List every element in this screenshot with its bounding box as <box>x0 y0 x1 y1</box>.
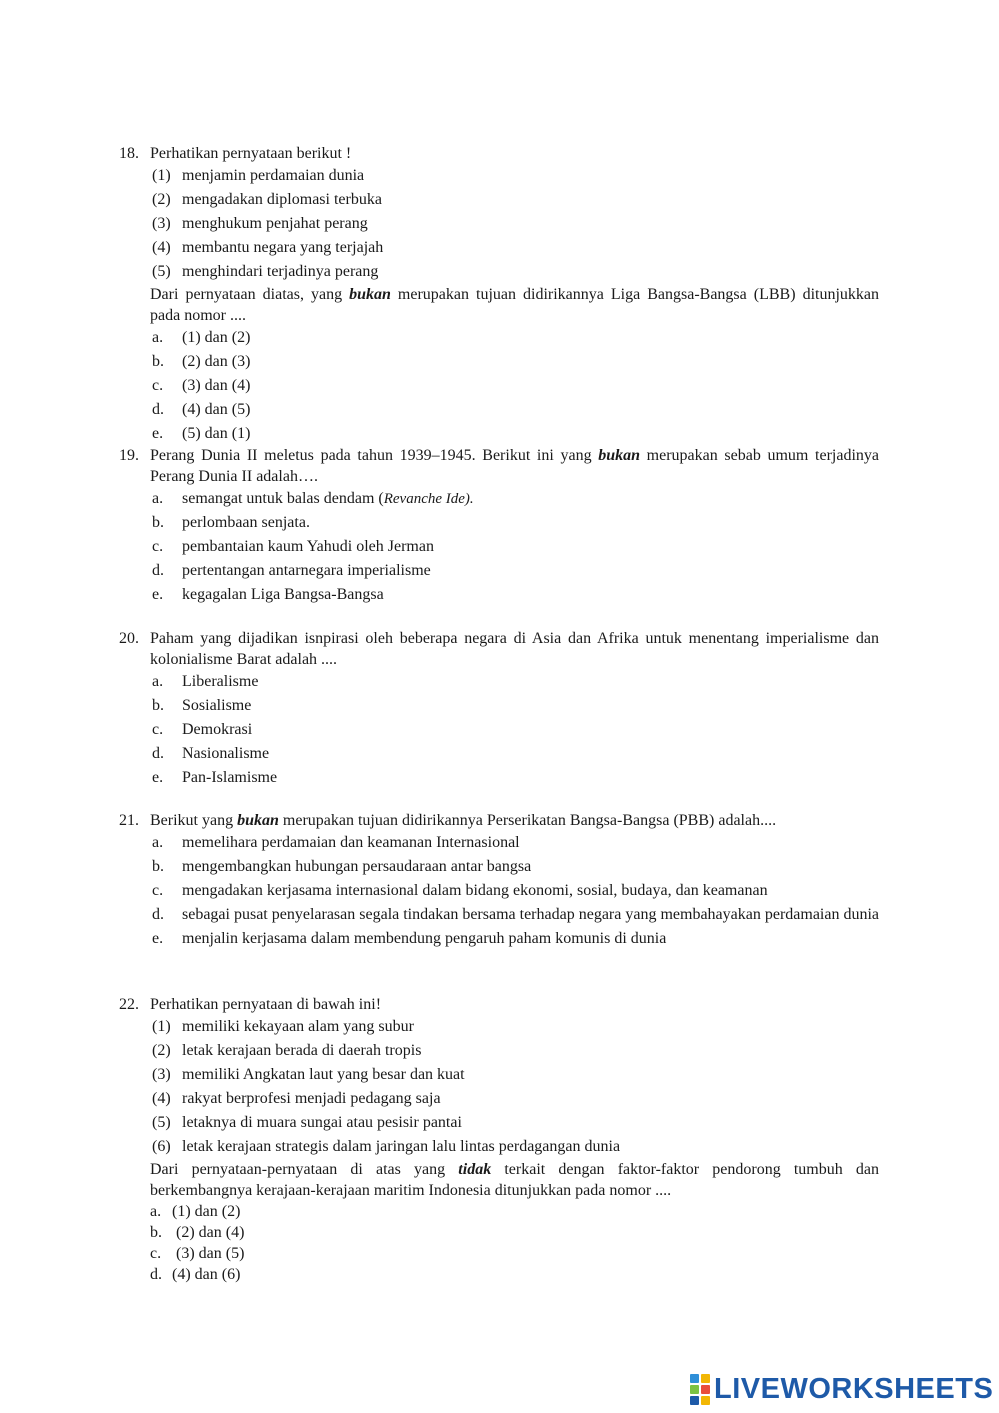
stem-keyword: tidak <box>458 1161 492 1178</box>
option-text: memelihara perdamaian dan keamanan Internasional <box>182 834 520 851</box>
question-intro: merupakan sebab umum terjadinya Perang Dunia II adalah…. <box>150 447 879 485</box>
intro-keyword: bukan <box>237 812 279 829</box>
question-intro: Berikut yang <box>150 812 238 829</box>
intro-keyword: bukan <box>598 447 641 464</box>
answer-option-b[interactable] <box>119 1222 879 1243</box>
statement-text: rakyat berprofesi menjadi pedagang saja <box>182 1090 441 1107</box>
option-label: a. <box>152 673 164 690</box>
logo-square <box>701 1396 710 1405</box>
option-label: d. <box>152 906 164 923</box>
option-label: a. <box>150 1203 162 1220</box>
statement-text: membantu negara yang terjajah <box>182 239 384 256</box>
statement-text: memiliki kekayaan alam yang subur <box>182 1018 414 1035</box>
statement-label: (5) <box>152 1114 171 1131</box>
option-label: e. <box>152 930 164 947</box>
question-intro: Paham yang dijadikan isnpirasi oleh beberapa negara di Asia dan Afrika untuk menentang imperialisme dan kolonialisme Barat adalah .... <box>150 630 879 668</box>
option-text: Demokrasi <box>182 721 253 738</box>
option-text: (3) dan (4) <box>182 377 251 394</box>
option-text: sebagai pusat penyelarasan segala tindakan bersama terhadap negara yang membahayakan perdamaian dunia <box>182 906 880 923</box>
logo-square <box>690 1374 699 1383</box>
statement-text: letak kerajaan berada di daerah tropis <box>182 1042 422 1059</box>
question-number: 19. <box>119 447 139 464</box>
statement-text: letak kerajaan strategis dalam jaringan lalu lintas perdagangan dunia <box>182 1138 621 1155</box>
statement-item <box>119 1135 879 1159</box>
question-22 <box>119 994 879 1285</box>
option-text: Liberalisme <box>182 673 259 690</box>
option-text: (2) dan (3) <box>182 353 251 370</box>
question-header <box>119 445 879 487</box>
option-text: (3) dan (5) <box>172 1245 245 1262</box>
question-header <box>119 628 879 670</box>
option-label: c. <box>152 882 164 899</box>
option-text: kegagalan Liga Bangsa-Bangsa <box>182 586 384 603</box>
option-text: Pan-Islamisme <box>182 769 278 786</box>
statement-label: (3) <box>152 215 171 232</box>
liveworksheets-logo <box>690 1371 993 1407</box>
answer-option-a[interactable] <box>119 487 879 511</box>
option-text: (4) dan (5) <box>182 401 251 418</box>
answer-option-a[interactable] <box>119 1201 879 1222</box>
answer-option-c[interactable] <box>119 879 879 903</box>
question-intro: Perang Dunia II meletus pada tahun 1939–1945. Berikut ini yang <box>150 447 599 464</box>
logo-square <box>701 1374 710 1383</box>
statement-label: (4) <box>152 239 171 256</box>
statement-label: (4) <box>152 1090 171 1107</box>
logo-squares-icon <box>690 1374 710 1405</box>
statement-item <box>119 1015 879 1039</box>
option-text: (1) dan (2) <box>182 329 251 346</box>
option-label: c. <box>152 721 164 738</box>
answer-option-b[interactable] <box>119 694 879 718</box>
answer-option-c[interactable] <box>119 1243 879 1264</box>
option-label: a. <box>152 329 164 346</box>
option-text: semangat untuk balas dendam ( <box>182 490 384 507</box>
option-label: b. <box>152 858 164 875</box>
answer-option-d[interactable] <box>119 398 879 422</box>
answer-option-e[interactable] <box>119 583 879 607</box>
statement-label: (3) <box>152 1066 171 1083</box>
question-header <box>119 810 879 831</box>
statement-text: mengadakan diplomasi terbuka <box>182 191 382 208</box>
question-18 <box>119 143 879 446</box>
statement-item <box>119 212 879 236</box>
option-text: perlombaan senjata. <box>182 514 310 531</box>
option-label: c. <box>150 1245 162 1262</box>
option-label: b. <box>150 1224 162 1241</box>
answer-option-b[interactable] <box>119 350 879 374</box>
option-text: (4) dan (6) <box>172 1266 241 1283</box>
question-header <box>119 143 879 164</box>
answer-option-c[interactable] <box>119 374 879 398</box>
question-intro: Perhatikan pernyataan berikut ! <box>150 145 352 162</box>
option-text: pembantaian kaum Yahudi oleh Jerman <box>182 538 434 555</box>
statement-text: menghindari terjadinya perang <box>182 263 379 280</box>
question-number: 22. <box>119 996 139 1013</box>
option-text: Nasionalisme <box>182 745 270 762</box>
option-label: c. <box>152 377 164 394</box>
statement-item <box>119 188 879 212</box>
question-21 <box>119 810 879 951</box>
option-text: menjalin kerjasama dalam membendung pengaruh paham komunis di dunia <box>182 930 667 947</box>
option-text: mengembangkan hubungan persaudaraan antar bangsa <box>182 858 532 875</box>
option-text: (2) dan (4) <box>172 1224 245 1241</box>
stem-keyword: bukan <box>349 286 391 303</box>
answer-option-a[interactable] <box>119 670 879 694</box>
statement-label: (5) <box>152 263 171 280</box>
answer-option-d[interactable] <box>119 742 879 766</box>
statement-item <box>119 1111 879 1135</box>
statement-text: letaknya di muara sungai atau pesisir pantai <box>182 1114 462 1131</box>
stem-text: Dari pernyataan diatas, yang <box>150 286 350 303</box>
option-label: e. <box>152 769 164 786</box>
statement-item <box>119 236 879 260</box>
option-label: d. <box>152 745 164 762</box>
question-intro: merupakan tujuan didirikannya Perserikatan Bangsa-Bangsa (PBB) adalah.... <box>278 812 777 829</box>
question-stem <box>119 284 879 326</box>
question-number: 18. <box>119 145 139 162</box>
answer-option-b[interactable] <box>119 511 879 535</box>
answer-option-e[interactable] <box>119 766 879 790</box>
answer-option-a[interactable] <box>119 831 879 855</box>
stem-text: Dari pernyataan-pernyataan di atas yang <box>150 1161 459 1178</box>
statement-text: menjamin perdamaian dunia <box>182 167 365 184</box>
answer-option-e[interactable] <box>119 927 879 951</box>
question-20 <box>119 628 879 790</box>
answer-option-c[interactable] <box>119 718 879 742</box>
question-number: 21. <box>119 812 139 829</box>
logo-text: LIVEWORKSHEETS <box>714 1372 994 1405</box>
option-text: pertentangan antarnegara imperialisme <box>182 562 431 579</box>
stem-text: terkait dengan faktor-faktor pendorong tumbuh dan berkembangnya kerajaan-kerajaan maritim Indonesia ditunjukkan pada nomor .... <box>150 1161 879 1199</box>
question-header <box>119 994 879 1015</box>
stem-text: merupakan tujuan didirikannya Liga Bangsa-Bangsa (LBB) ditunjukkan pada nomor .... <box>150 286 879 324</box>
statement-label: (1) <box>152 1018 171 1035</box>
statement-item <box>119 260 879 284</box>
statement-text: memiliki Angkatan laut yang besar dan kuat <box>182 1066 465 1083</box>
option-label: c. <box>152 538 164 555</box>
statement-label: (2) <box>152 1042 171 1059</box>
answer-option-d[interactable] <box>119 559 879 583</box>
option-label: d. <box>152 401 164 418</box>
question-intro: Perhatikan pernyataan di bawah ini! <box>150 996 382 1013</box>
answer-option-a[interactable] <box>119 326 879 350</box>
option-text: (1) dan (2) <box>172 1203 241 1220</box>
answer-option-c[interactable] <box>119 535 879 559</box>
question-stem <box>119 1159 879 1201</box>
statement-text: menghukum penjahat perang <box>182 215 368 232</box>
option-text: Sosialisme <box>182 697 252 714</box>
option-label: e. <box>152 586 164 603</box>
logo-square <box>690 1385 699 1394</box>
option-italic-text: Revanche Ide). <box>383 491 474 507</box>
statement-item <box>119 1039 879 1063</box>
statement-label: (2) <box>152 191 171 208</box>
answer-option-b[interactable] <box>119 855 879 879</box>
option-text: (5) dan (1) <box>182 425 251 442</box>
question-19 <box>119 445 879 607</box>
answer-option-d[interactable] <box>119 903 879 927</box>
answer-option-d[interactable] <box>119 1264 879 1285</box>
statement-item <box>119 164 879 188</box>
answer-option-e[interactable] <box>119 422 879 446</box>
statement-item <box>119 1063 879 1087</box>
statement-label: (1) <box>152 167 171 184</box>
statement-label: (6) <box>152 1138 171 1155</box>
option-label: b. <box>152 697 164 714</box>
option-label: a. <box>152 834 164 851</box>
question-number: 20. <box>119 630 139 647</box>
option-label: a. <box>152 490 164 507</box>
option-label: d. <box>152 562 164 579</box>
statement-item <box>119 1087 879 1111</box>
logo-square <box>690 1396 699 1405</box>
option-label: b. <box>152 353 164 370</box>
option-label: d. <box>150 1266 162 1283</box>
option-label: b. <box>152 514 164 531</box>
option-text: mengadakan kerjasama internasional dalam bidang ekonomi, sosial, budaya, dan keamanan <box>182 882 768 899</box>
option-label: e. <box>152 425 164 442</box>
logo-square <box>701 1385 710 1394</box>
